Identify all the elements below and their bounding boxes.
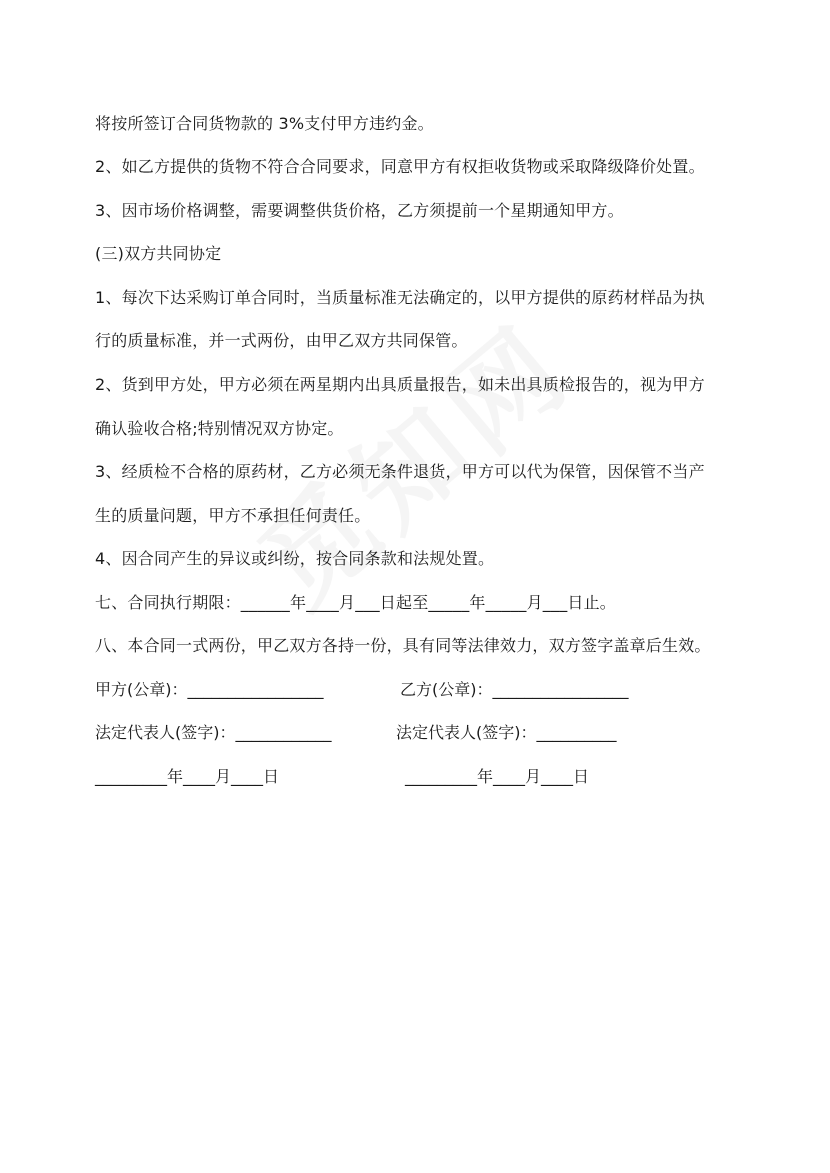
- paragraph-mutual-1-line2: 行的质量标准，并一式两份，由甲乙双方共同保管。: [95, 331, 468, 350]
- paragraph-mutual-4: 4、因合同产生的异议或纠纷，按合同条款和法规处置。: [95, 549, 495, 568]
- paragraph-mutual-3-line2: 生的质量问题，甲方不承担任何责任。: [95, 506, 371, 525]
- paragraph-term: 七、合同执行期限：______年____月___日起至_____年_____月___日止。: [95, 593, 617, 612]
- paragraph-mutual-2-line2: 确认验收合格;特别情况双方协定。: [95, 419, 344, 438]
- party-a-representative-field: 法定代表人(签字)：____________: [95, 723, 332, 742]
- section-heading-mutual: (三)双方共同协定: [95, 244, 222, 263]
- party-b-seal-field: 乙方(公章)：_________________: [400, 680, 629, 699]
- paragraph-penalty-tail: 将按所签订合同货物款的 3%支付甲方违约金。: [95, 114, 434, 133]
- paragraph-copies: 八、本合同一式两份，甲乙双方各持一份，具有同等法律效力，双方签字盖章后生效。: [95, 636, 711, 655]
- party-a-seal-field: 甲方(公章)：_________________: [95, 680, 324, 699]
- party-a-date-field: _________年____月____日: [95, 767, 280, 786]
- party-b-representative-field: 法定代表人(签字)：__________: [396, 723, 617, 742]
- paragraph-mutual-1-line1: 1、每次下达采购订单合同时，当质量标准无法确定的，以甲方提供的原药材样品为执: [95, 288, 705, 307]
- paragraph-clause-3: 3、因市场价格调整，需要调整供货价格，乙方须提前一个星期通知甲方。: [95, 201, 624, 220]
- paragraph-mutual-3-line1: 3、经质检不合格的原药材，乙方必须无条件退货，甲方可以代为保管，因保管不当产: [95, 462, 705, 481]
- paragraph-mutual-2-line1: 2、货到甲方处，甲方必须在两星期内出具质量报告，如未出具质检报告的，视为甲方: [95, 375, 705, 394]
- party-b-date-field: _________年____月____日: [405, 767, 590, 786]
- paragraph-clause-2: 2、如乙方提供的货物不符合合同要求，同意甲方有权拒收货物或采取降级降价处置。: [95, 157, 705, 176]
